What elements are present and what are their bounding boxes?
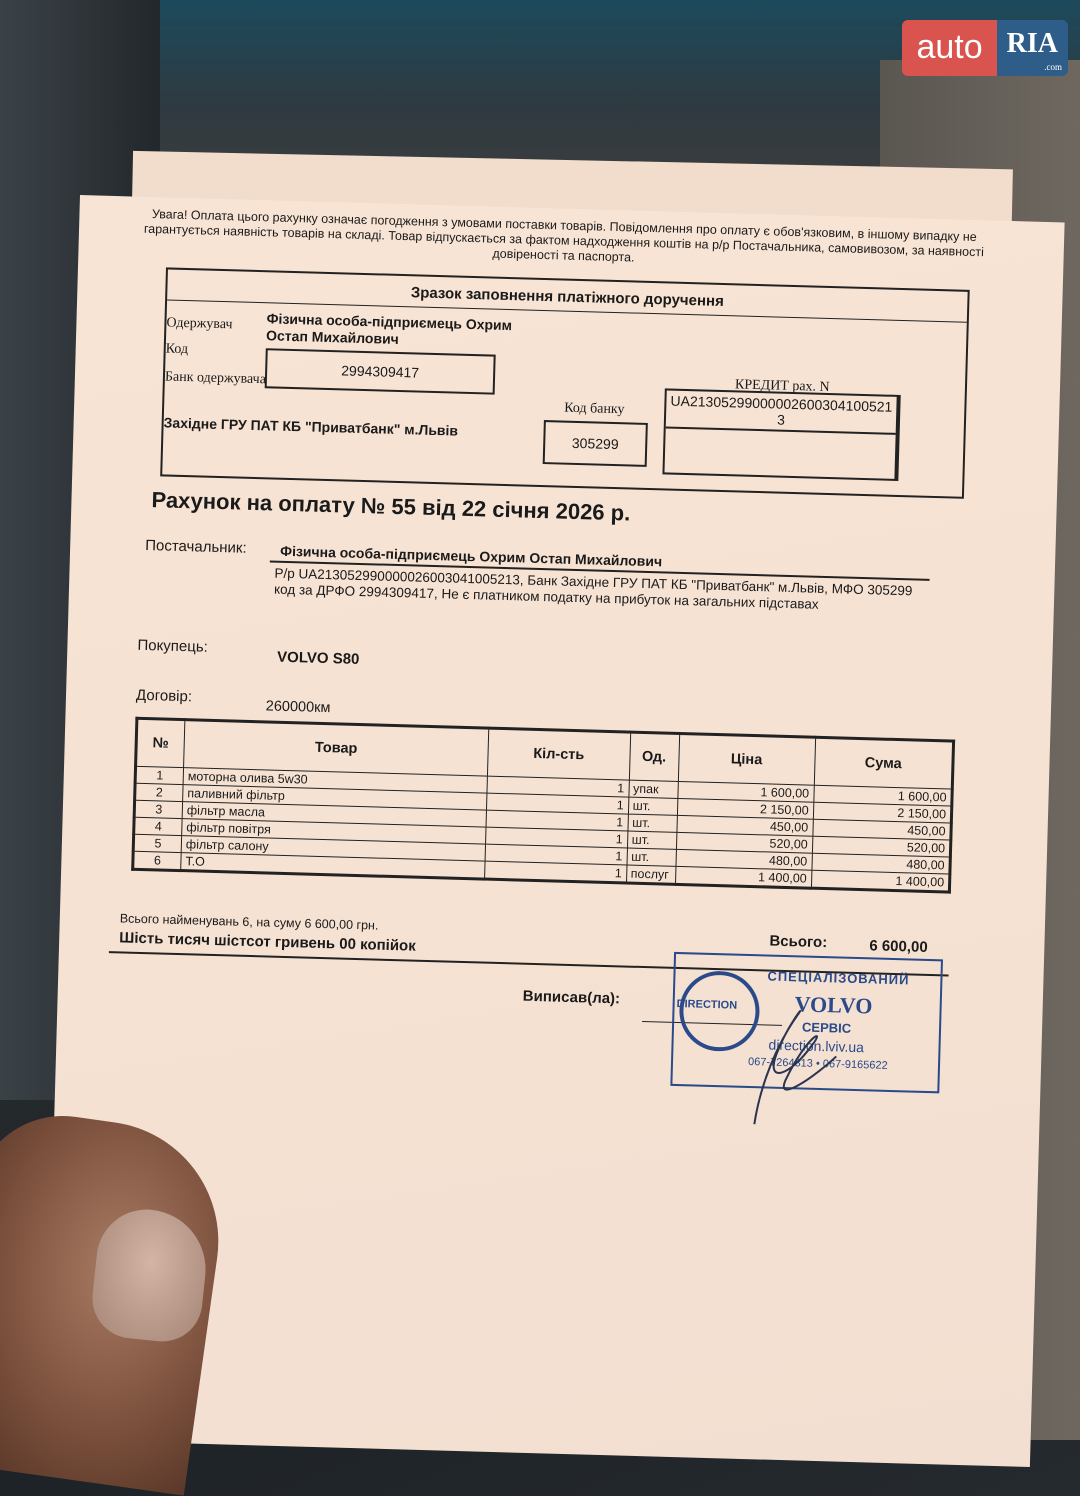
row-item: фільтр салону <box>181 836 485 861</box>
watermark-com: .com <box>1044 62 1062 72</box>
row-qty: 1 <box>486 827 628 848</box>
stamp-line4: direction.lviv.ua <box>768 1036 865 1056</box>
row-num: 5 <box>133 834 181 852</box>
row-qty: 1 <box>486 793 628 814</box>
row-item: паливний фільтр <box>183 785 487 810</box>
header-num: № <box>136 718 185 767</box>
row-item: Т.О <box>181 853 485 879</box>
bank-code-label: Код банку <box>564 400 625 418</box>
row-price: 1 600,00 <box>677 781 813 802</box>
signed-by-label: Виписав(ла): <box>522 987 621 1008</box>
row-qty: 1 <box>486 810 628 831</box>
row-qty: 1 <box>485 844 627 865</box>
credit-label: КРЕДИТ рах. N <box>734 377 830 396</box>
stamp-line3: СЕРВІС <box>801 1019 852 1036</box>
watermark-ria-text: RIA <box>1006 28 1058 59</box>
supplier-details: Р/р UA213052990000026003041005213, Банк Західне ГРУ ПАТ КБ "Приватбанк" м.Львів, МФО 305299 код за ДРФО 2994309417, Не є платником податку на прибуток на загальних підставах <box>273 565 913 612</box>
row-num: 6 <box>133 851 181 870</box>
row-sum: 1 400,00 <box>811 870 950 892</box>
credit-account-box <box>662 388 900 481</box>
total-in-words: Шість тисяч шістсот гривень 00 копійок <box>119 929 416 955</box>
row-num: 4 <box>134 817 182 835</box>
payment-order-box <box>160 267 970 498</box>
stamp-line5: 067-7264313 • 067-9165622 <box>747 1055 888 1072</box>
stamp-circle-text: DIRECTION <box>676 997 738 1012</box>
payment-order-title: Зразок заповнення платіжного доручення <box>410 284 725 311</box>
supplier-label: Постачальник: <box>145 536 247 557</box>
code-label: Код <box>165 341 189 358</box>
row-price: 1 400,00 <box>675 866 811 888</box>
items-table <box>131 717 955 894</box>
row-unit: шт. <box>627 848 676 866</box>
row-unit: послуг <box>626 865 675 884</box>
total-count-text: Всього найменувань 6, на суму 6 600,00 грн. <box>119 911 379 933</box>
recipient-name: Фізична особа-підприємець Охрим Остап Михайлович <box>265 310 513 347</box>
row-unit: упак <box>628 780 677 798</box>
row-sum: 1 600,00 <box>813 785 952 806</box>
row-item: моторна олива 5w30 <box>183 768 487 793</box>
row-num: 1 <box>135 766 183 784</box>
watermark-auto: auto <box>902 20 996 76</box>
stamp-line1: СПЕЦІАЛІЗОВАНИЙ <box>767 968 910 988</box>
contract-value: 260000км <box>265 698 331 717</box>
total-value: 6 600,00 <box>869 937 928 956</box>
stamp-line2: VOLVO <box>794 991 873 1019</box>
row-item: фільтр масла <box>182 802 486 827</box>
row-sum: 520,00 <box>812 836 951 857</box>
autoria-watermark <box>902 20 1068 76</box>
row-qty: 1 <box>485 861 627 883</box>
buyer-label: Покупець: <box>137 636 209 656</box>
row-num: 2 <box>135 783 183 801</box>
row-num: 3 <box>134 800 182 818</box>
bank-code-box: 305299 <box>543 420 648 467</box>
header-qty: Кіл-сть <box>487 728 630 780</box>
header-sum: Сума <box>814 737 954 789</box>
row-qty: 1 <box>487 776 629 797</box>
row-unit: шт. <box>628 797 677 815</box>
header-unit: Од. <box>629 732 679 781</box>
row-price: 450,00 <box>676 815 812 836</box>
buyer-value: VOLVO S80 <box>276 648 360 668</box>
code-box: 2994309417 <box>265 348 496 394</box>
watermark-ria <box>997 20 1068 76</box>
row-item: фільтр повітря <box>182 819 486 844</box>
row-sum: 480,00 <box>811 853 950 874</box>
invoice-title: Рахунок на оплату № 55 від 22 січня 2026 р. <box>151 487 631 526</box>
row-unit: шт. <box>627 814 676 832</box>
header-price: Ціна <box>678 733 815 785</box>
row-price: 2 150,00 <box>677 798 813 819</box>
bank-label: Банк одержувача <box>164 369 267 388</box>
contract-label: Договір: <box>135 686 193 706</box>
row-unit: шт. <box>627 831 676 849</box>
row-sum: 2 150,00 <box>813 802 952 823</box>
row-price: 520,00 <box>676 832 812 853</box>
header-item: Товар <box>184 720 489 776</box>
handwritten-signature <box>714 983 858 1137</box>
payment-notice: Увага! Оплата цього рахунку означає погодження з умовами поставки товарів. Повідомлення про оплату є обов'язковим, в іншому випадку не гарантується наявність товарів на складі. Товар відпускається за фактом надходження коштів на р/р Постачальника, самовивозом, за наявності довіреності та паспорта. <box>143 207 985 265</box>
total-label: Всього: <box>769 932 828 952</box>
row-sum: 450,00 <box>812 819 951 840</box>
row-price: 480,00 <box>676 849 812 870</box>
supplier-name: Фізична особа-підприємець Охрим Остап Михайлович <box>279 542 663 570</box>
recipient-label: Одержувач <box>166 315 233 333</box>
bank-name: Західне ГРУ ПАТ КБ "Приватбанк" м.Львів <box>163 414 459 439</box>
credit-account: UA213052990000026003041005213 <box>670 392 893 428</box>
